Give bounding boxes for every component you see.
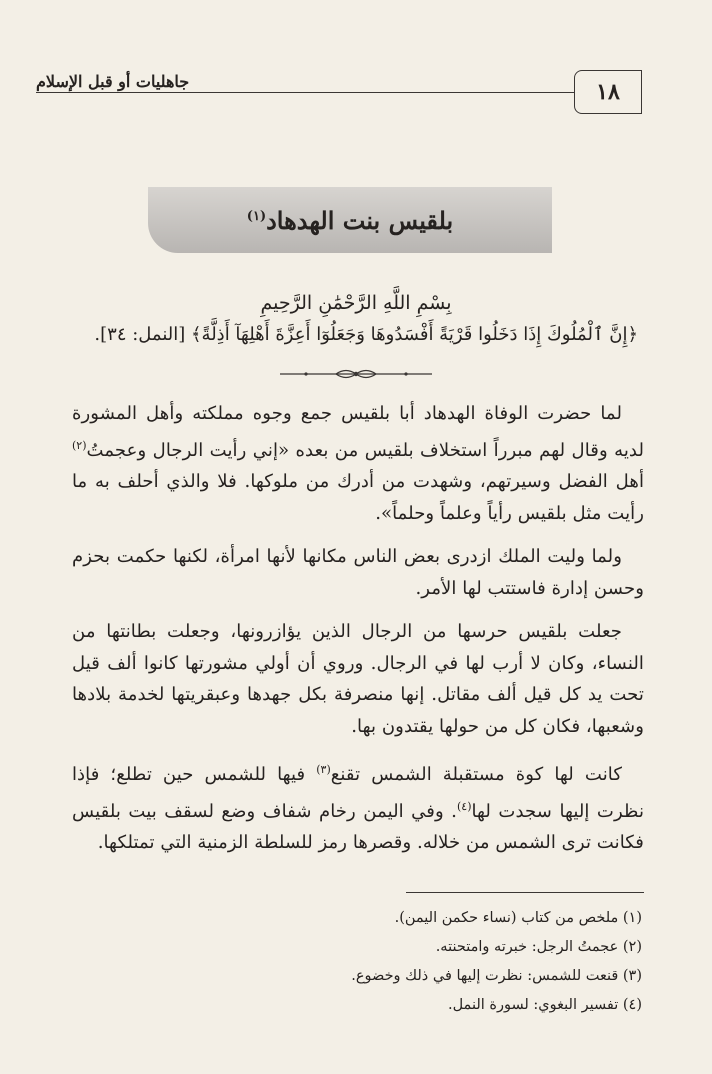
paragraph-text: ولما وليت الملك ازدرى بعض الناس مكانها لأنها امرأة، لكنها حكمت بحزم وحسن إدارة فاستتب لها الأمر. — [72, 546, 644, 599]
paragraph — [72, 398, 644, 529]
chapter-title-text: بلقيس بنت الهدهاد — [266, 205, 454, 235]
paragraph-text: لما حضرت الوفاة الهدهاد أبا بلقيس جمع وجوه مملكته وأهل المشورة لديه وقال لهم مبرراً استخلاف بلقيس من بعده «إني رأيت الرجال وعجمتُ — [72, 403, 644, 461]
book-title: جاهليات أو قبل الإسلام — [36, 72, 197, 91]
body-text — [72, 398, 644, 871]
page-number: ١٨ — [596, 79, 620, 105]
paragraph — [72, 616, 644, 742]
quran-verse — [68, 324, 638, 345]
paragraph — [72, 754, 644, 859]
paragraph-text: جعلت بلقيس حرسها من الرجال الذين يؤازرونها، وجعلت بطانتها من النساء، وكان لا أرب لها في الرجال. وروي أن أولي مشورتها كانوا ألف قيل تحت يد كل قيل ألف مقاتل. إنها منصرفة بكل جهدها وعبقريتها لخدمة بلادها وشعبها، فكان كل من حولها يقتدون بها. — [72, 621, 644, 737]
chapter-title — [247, 206, 453, 235]
ornament-divider — [276, 367, 436, 381]
footnote-ref: (٤) — [456, 799, 472, 813]
footnote: (٤) تفسير البغوي: لسورة النمل. — [447, 997, 642, 1013]
page-number-box — [574, 70, 642, 114]
footnote-ref: (٣) — [316, 763, 331, 777]
footnote-rule — [406, 892, 644, 893]
paragraph-text: . وفي اليمن رخام شفاف وضع لسقف بيت بلقيس فكانت ترى الشمس من خلاله. وقصرها رمز للسلطة الزمنية التي تمتلكها. — [72, 800, 644, 854]
footnote: (٣) قنعت للشمس: نظرت إليها في ذلك وخضوع. — [351, 968, 642, 984]
header-rule — [36, 92, 642, 93]
footnote: (١) ملخص من كتاب (نساء حكمن اليمن). — [394, 910, 642, 926]
paragraph-text: أهل الفضل وسيرتهم، وشهدت من أدرك من ملوكها. فلا والذي أحلف به ما رأيت مثل بلقيس رأياً وعلماً وحلماً». — [72, 471, 644, 524]
running-header — [36, 70, 642, 110]
footnote-ref: (٢) — [72, 438, 87, 452]
footnote: (٢) عجمتُ الرجل: خبرته وامتحنته. — [435, 939, 642, 955]
paragraph — [72, 541, 644, 604]
verse-reference: [النمل: ٣٤]. — [94, 324, 186, 345]
chapter-title-note: (١) — [246, 208, 267, 224]
paragraph-text: كانت لها كوة مستقبلة الشمس تقنع — [330, 764, 622, 786]
footnotes — [70, 904, 642, 1020]
paragraph-text: فيها للشمس حين تطلع؛ فإذا نظرت إليها سجدت لها — [72, 764, 645, 822]
basmala: بِسْمِ اللَّهِ الرَّحْمَٰنِ الرَّحِيمِ — [260, 292, 452, 314]
verse-text: ﴿إِنَّ ٱلْمُلُوكَ إِذَا دَخَلُوا قَرْيَةً أَفْسَدُوهَا وَجَعَلُوٓا أَعِزَّةَ أَهْلِهَآ أَذِلَّةً﴾ — [191, 324, 638, 345]
chapter-title-banner — [148, 187, 552, 253]
